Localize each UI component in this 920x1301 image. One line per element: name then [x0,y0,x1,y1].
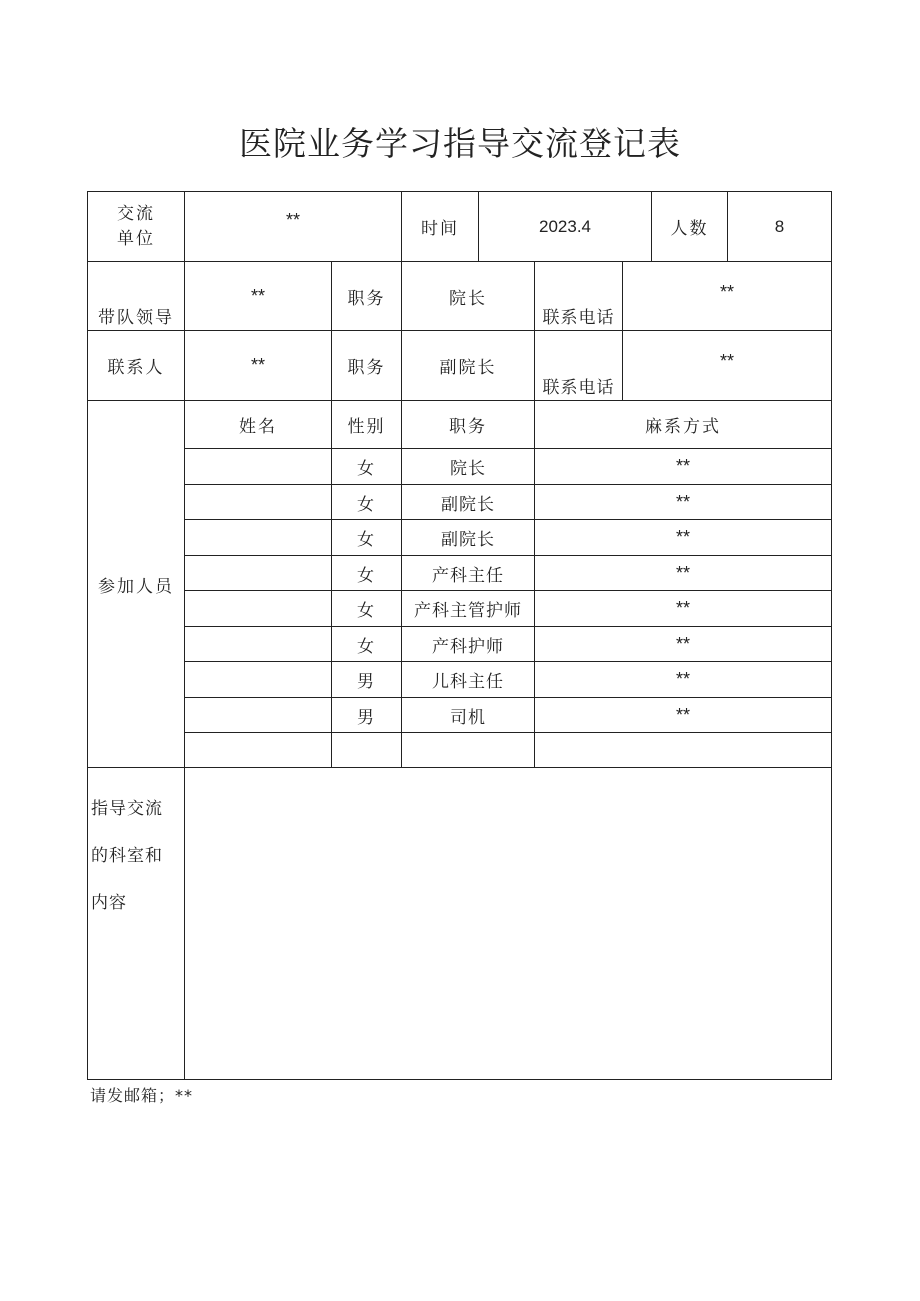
contact-phone-label: 联系电话 [542,378,615,398]
participant-contact: ** [534,448,832,485]
participant-gender: 女 [331,590,402,627]
time-label-cell [401,191,479,262]
time-label: 时间 [421,219,459,239]
time-value-cell [478,191,652,262]
participant-gender: 男 [331,697,402,733]
participant-name [184,626,332,662]
leader-position-label: 职务 [347,288,386,309]
participant-contact: ** [534,555,832,591]
participant-gender: 女 [331,555,402,591]
guidance-label-cell [87,767,185,1080]
form-title: 医院业务学习指导交流登记表 [239,124,681,163]
participant-name [184,661,332,698]
contact-phone-cell [622,330,832,401]
count-label-cell [651,191,728,262]
unit-label-cell [87,191,185,262]
unit-label-line1: 交流 [117,203,155,224]
participant-gender: 女 [331,519,402,556]
participant-contact: ** [534,661,832,698]
participant-name [184,590,332,627]
participant-name [184,555,332,591]
participant-gender: 女 [331,484,402,520]
contact-label-cell [87,330,185,401]
participant-position: 产科护师 [401,626,535,662]
participant-gender: 女 [331,626,402,662]
participant-gender: 女 [331,448,402,485]
count-value: 8 [774,216,785,236]
column-header-name: 姓名 [184,400,332,449]
participant-position: 副院长 [401,519,535,556]
participant-contact: ** [534,519,832,556]
contact-position: 副院长 [439,358,497,378]
guidance-label-line2: 的科室和 [91,846,163,866]
guidance-label-line3: 内容 [91,893,127,913]
leader-position-label-cell [331,261,402,331]
participant-name [184,519,332,556]
column-header-contact: 麻系方式 [534,400,832,449]
leader-phone: ** [719,282,734,302]
leader-phone-label-cell [534,261,623,331]
leader-position: 院长 [449,288,487,309]
contact-name-cell [184,330,332,401]
contact-name: ** [250,355,265,375]
participant-position [401,732,535,768]
participant-position: 司机 [401,697,535,733]
count-label: 人数 [670,219,709,239]
contact-phone: ** [719,351,734,371]
participant-position: 儿科主任 [401,661,535,698]
guidance-label-line1: 指导交流 [91,799,163,819]
guidance-content-cell [184,767,832,1080]
participant-contact: ** [534,697,832,733]
participants-label: 参加人员 [98,576,174,597]
contact-label: 联系人 [107,358,165,378]
leader-label: 带队领导 [98,308,174,328]
leader-position-cell [401,261,535,331]
participant-name [184,484,332,520]
leader-name: ** [250,285,265,306]
unit-label-line2: 单位 [117,228,155,249]
contact-position-label-cell [331,330,402,401]
participant-name [184,448,332,485]
participant-position: 产科主管护师 [401,590,535,627]
leader-phone-label: 联系电话 [542,308,615,328]
participant-position: 产科主任 [401,555,535,591]
unit-value: ** [285,210,300,230]
footer-email-note: 请发邮箱；** [90,1086,194,1105]
column-header-position: 职务 [401,400,535,449]
participant-gender: 男 [331,661,402,698]
contact-position-label: 职务 [347,358,386,378]
time-value: 2023.4 [539,216,591,236]
participant-contact: ** [534,626,832,662]
column-header-gender: 性别 [331,400,402,449]
unit-value-cell [184,191,402,262]
contact-position-cell [401,330,535,401]
participant-contact: ** [534,590,832,627]
participant-position: 院长 [401,448,535,485]
participant-name [184,697,332,733]
count-value-cell [727,191,832,262]
participant-gender [331,732,402,768]
participant-position: 副院长 [401,484,535,520]
participant-contact [534,732,832,768]
participant-contact: ** [534,484,832,520]
leader-phone-cell [622,261,832,331]
leader-name-cell [184,261,332,331]
contact-phone-label-cell [534,330,623,401]
leader-label-cell [87,261,185,331]
participants-label-cell [87,400,185,768]
participant-name [184,732,332,768]
